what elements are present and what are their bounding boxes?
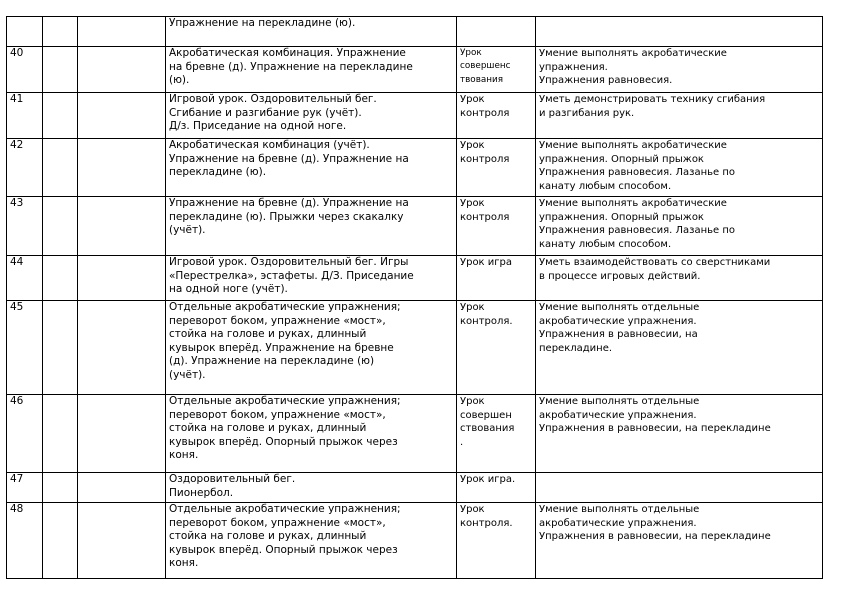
skills-cell: Умение выполнять отдельные акробатические упражнения. Упражнения в равновесии, на перекладине — [536, 395, 823, 473]
skills-cell: Умение выполнять отдельные акробатические упражнения. Упражнения в равновесии, на перекладине — [536, 503, 823, 579]
lesson-number-cell: 41 — [7, 93, 43, 139]
lesson-type-cell: Урок игра. — [457, 473, 536, 503]
lesson-type-cell: Урок совершен ствования . — [457, 395, 536, 473]
lesson-rows — [7, 17, 823, 579]
date-fact-cell — [78, 47, 166, 93]
lesson-number-cell — [7, 17, 43, 47]
lesson-content-cell: Отдельные акробатические упражнения; переворот боком, упражнение «мост», стойка на голове и руках, длинный кувырок вперёд. Опорный прыжок через коня. — [166, 395, 457, 473]
table-row — [7, 301, 823, 395]
lesson-plan-table — [6, 16, 823, 579]
table-row — [7, 473, 823, 503]
lesson-number-cell: 42 — [7, 139, 43, 197]
skills-cell — [536, 17, 823, 47]
skills-cell: Умение выполнять акробатические упражнения. Опорный прыжок Упражнения равновесия. Лазанье по канату любым способом. — [536, 197, 823, 256]
table-row — [7, 17, 823, 47]
date-plan-cell — [43, 47, 78, 93]
skills-cell: Умение выполнять акробатические упражнения. Упражнения равновесия. — [536, 47, 823, 93]
date-plan-cell — [43, 395, 78, 473]
date-fact-cell — [78, 301, 166, 395]
date-plan-cell — [43, 139, 78, 197]
lesson-content-cell: Упражнение на перекладине (ю). — [166, 17, 457, 47]
lesson-type-cell: Урок контроля. — [457, 503, 536, 579]
lesson-number-cell: 46 — [7, 395, 43, 473]
lesson-content-cell: Отдельные акробатические упражнения; переворот боком, упражнение «мост», стойка на голове и руках, длинный кувырок вперёд. Опорный прыжок через коня. — [166, 503, 457, 579]
lesson-type-cell: Урок контроля. — [457, 301, 536, 395]
date-plan-cell — [43, 301, 78, 395]
lesson-type-cell: Урок совершенс твования — [457, 47, 536, 93]
lesson-content-cell: Оздоровительный бег. Пионербол. — [166, 473, 457, 503]
lesson-number-cell: 44 — [7, 256, 43, 301]
table-row — [7, 503, 823, 579]
date-plan-cell — [43, 473, 78, 503]
lesson-number-cell: 48 — [7, 503, 43, 579]
table-row — [7, 395, 823, 473]
lesson-type-cell: Урок контроля — [457, 139, 536, 197]
lesson-content-cell: Игровой урок. Оздоровительный бег. Сгибание и разгибание рук (учёт). Д/з. Приседание на одной ноге. — [166, 93, 457, 139]
lesson-number-cell: 45 — [7, 301, 43, 395]
table-row — [7, 256, 823, 301]
date-plan-cell — [43, 17, 78, 47]
date-plan-cell — [43, 256, 78, 301]
skills-cell: Уметь демонстрировать технику сгибания и разгибания рук. — [536, 93, 823, 139]
skills-cell: Умение выполнять акробатические упражнения. Опорный прыжок Упражнения равновесия. Лазанье по канату любым способом. — [536, 139, 823, 197]
date-fact-cell — [78, 17, 166, 47]
skills-cell: Умение выполнять отдельные акробатические упражнения. Упражнения в равновесии, на перекладине. — [536, 301, 823, 395]
lesson-plan-sheet — [6, 16, 823, 579]
table-row — [7, 47, 823, 93]
date-fact-cell — [78, 503, 166, 579]
table-row — [7, 93, 823, 139]
lesson-content-cell: Акробатическая комбинация (учёт). Упражнение на бревне (д). Упражнение на перекладине (ю). — [166, 139, 457, 197]
table-row — [7, 139, 823, 197]
skills-cell — [536, 473, 823, 503]
lesson-content-cell: Отдельные акробатические упражнения; переворот боком, упражнение «мост», стойка на голове и руках, длинный кувырок вперёд. Упражнение на бревне (д). Упражнение на перекладине (ю) (учёт). — [166, 301, 457, 395]
lesson-content-cell: Игровой урок. Оздоровительный бег. Игры «Перестрелка», эстафеты. Д/З. Приседание на одной ноге (учёт). — [166, 256, 457, 301]
date-fact-cell — [78, 93, 166, 139]
date-plan-cell — [43, 93, 78, 139]
table-row — [7, 197, 823, 256]
lesson-type-cell: Урок игра — [457, 256, 536, 301]
lesson-content-cell: Акробатическая комбинация. Упражнение на бревне (д). Упражнение на перекладине (ю). — [166, 47, 457, 93]
skills-cell: Уметь взаимодействовать со сверстниками в процессе игровых действий. — [536, 256, 823, 301]
lesson-type-cell: Урок контроля — [457, 197, 536, 256]
date-fact-cell — [78, 256, 166, 301]
date-plan-cell — [43, 197, 78, 256]
lesson-number-cell: 40 — [7, 47, 43, 93]
date-fact-cell — [78, 139, 166, 197]
date-plan-cell — [43, 503, 78, 579]
lesson-content-cell: Упражнение на бревне (д). Упражнение на перекладине (ю). Прыжки через скакалку (учёт). — [166, 197, 457, 256]
lesson-type-cell: Урок контроля — [457, 93, 536, 139]
date-fact-cell — [78, 197, 166, 256]
date-fact-cell — [78, 473, 166, 503]
lesson-type-cell — [457, 17, 536, 47]
date-fact-cell — [78, 395, 166, 473]
lesson-number-cell: 47 — [7, 473, 43, 503]
lesson-number-cell: 43 — [7, 197, 43, 256]
